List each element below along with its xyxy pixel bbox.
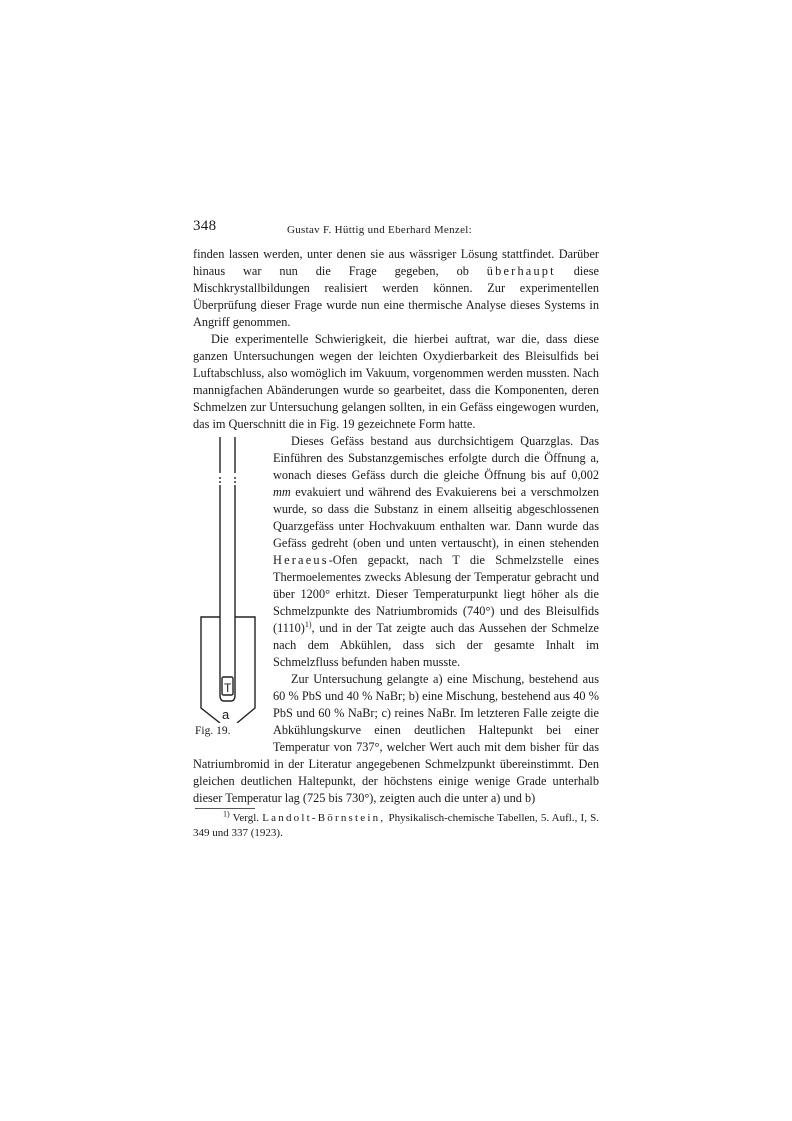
paragraph-3: Dieses Gefäss bestand aus durchsichtigem Quarzglas. Das Einführen des Substanzgemisches erfolgte durch die Öffnung a, wonach dieses Gefäss durch die gleiche Öffnung bis auf 0,002 mm evakuiert und während des Evakuierens bei a verschmolzen wurde, so dass die Substanz in einem allseitig abgeschlossenen Quarzgefäss unter Hochvakuum enthalten war. Dann wurde das Gefäss gedreht (oben und unten vertauscht), in einen stehenden Heraeus-Ofen gepackt, nach T die Schmelzstelle eines Thermoelementes zwecks Ablesung der Temperatur gebracht und über 1200° erhitzt. Dieser Temperaturpunkt liegt höher als die Schmelzpunkte des Natriumbromids (740°) und des Bleisulfids $(1110)^{1)}$, und in der Tat zeigte auch das Aussehen der Schmelze nach dem Abkühlen, dass sich der gesamte Inhalt im Schmelzfluss befunden haben musste. xyxy=(273,434,600,669)
label-a: a xyxy=(222,707,230,722)
spaced-word: überhaupt xyxy=(486,264,556,278)
quartz-vessel-diagram xyxy=(193,433,269,723)
paragraph-4: Zur Untersuchung gelangte a) eine Mischung, bestehend aus 60 % PbS und 40 % NaBr; b) eine Mischung, bestehend aus 40 % PbS und 60 % NaBr; c) reines NaBr. Im letzteren Falle zeigte die Abkühlungskurve einen deutlichen Haltepunkt bei einer Temperatur von 737°, welcher Wert auch mit dem bisher für das Natriumbromid in der Literatur angegebenen Schmelzpunkt übereinstimmt. Den gleichen deutlichen Haltepunkt, der höchstens einige wenige Grade unterhalb dieser Temperatur lag (725 bis 730°), zeigten auch die unter a) und b) xyxy=(193,672,599,805)
paragraph-1: finden lassen werden, unter denen sie aus wässriger Lösung stattfindet. Darüber hinaus war nun die Frage gegeben, ob überhaupt diese Mischkrystallbildungen realisiert werden können. Zur experimentellen Überprüfung dieser Frage wurde nun eine thermische Analyse dieses Systems in Angriff genommen. xyxy=(193,247,599,329)
page xyxy=(193,218,600,841)
paragraph-2: Die experimentelle Schwierigkeit, die hierbei auftrat, war die, dass diese ganzen Untersuchungen wegen der leichten Oxydierbarkeit des Bleisulfids bei Luftabschluss, also womöglich im Vakuum, vorgenommen werden mussten. Nach mannigfachen Abänderungen wurde so gearbeitet, dass die Komponenten, deren Schmelzen zur Untersuchung gelangen sollten, in ein Gefäss eingewogen wurden, das im Querschnitt die in Fig. 19 gezeichnete Form hatte. xyxy=(193,332,599,431)
figure-caption: Fig. 19. xyxy=(195,725,231,737)
page-header xyxy=(193,218,599,244)
running-title: Gustav F. Hüttig und Eberhard Menzel: xyxy=(287,224,472,236)
label-T: T xyxy=(224,681,232,695)
page-number: 348 xyxy=(193,218,217,234)
spaced-word: Heraeus xyxy=(273,553,329,567)
spaced-word: Landolt-Börnstein, xyxy=(262,812,386,824)
footnote: $^{1)}$ Vergl. Landolt-Börnstein, Physikalisch-chemische Tabellen, 5. Aufl., I, S. 349 und 337 (1923). xyxy=(193,809,600,839)
footnote-marker: 1) xyxy=(223,809,230,819)
footnote-ref: 1) xyxy=(304,619,312,629)
unit-mm: mm xyxy=(273,485,291,499)
figure-19 xyxy=(193,433,269,749)
